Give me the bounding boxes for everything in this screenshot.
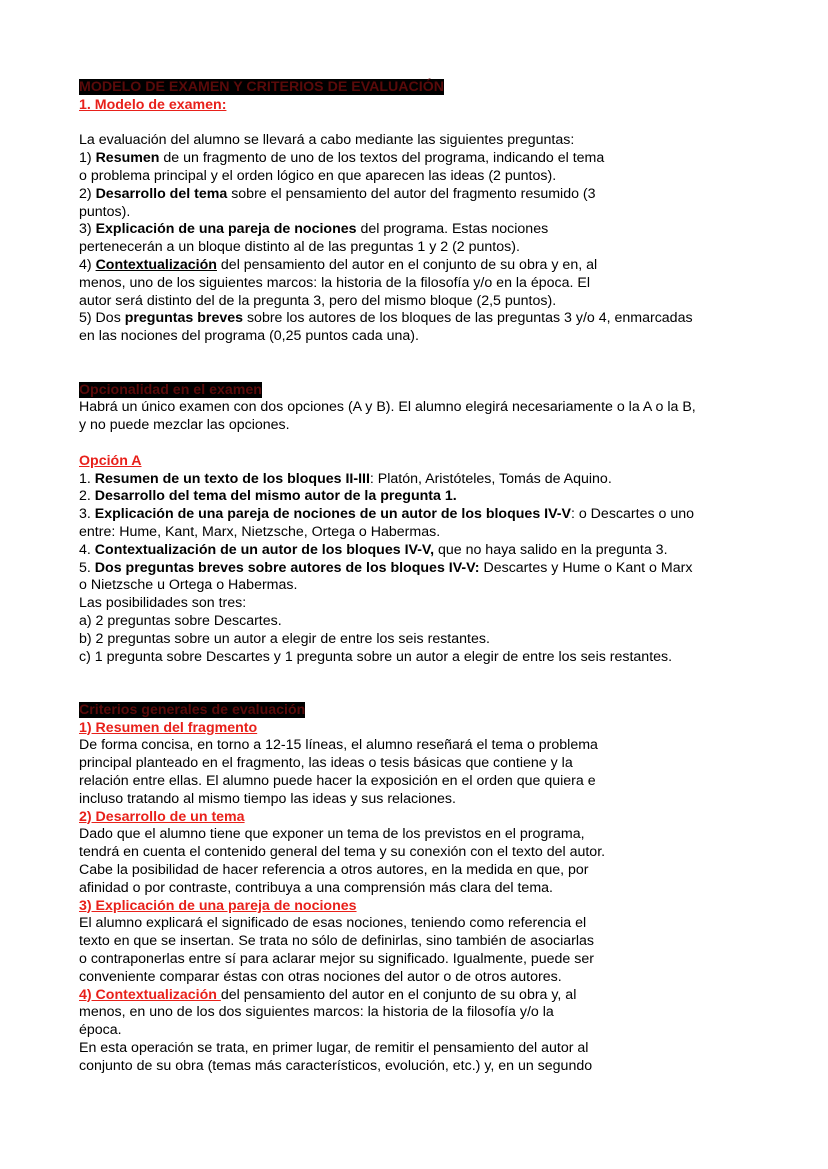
posibilidades-intro: Las posibilidades son tres:: [79, 595, 247, 612]
opcionalidad-text-2: y no puede mezclar las opciones.: [79, 417, 290, 434]
option-a-item-2: 2. Desarrollo del tema del mismo autor de la pregunta 1.: [79, 488, 457, 505]
opcionalidad-heading: Opcionalidad en el examen: [79, 381, 262, 398]
question-3: 3) Explicación de una pareja de nociones del programa. Estas nociones pertenecerán a un bloque distinto al de las preguntas 1 y 2 (2 puntos).: [79, 221, 549, 256]
criterio-2-body: Dado que el alumno tiene que exponer un tema de los previstos en el programa, tendrá en cuenta el contenido general del tema y su conexión con el texto del autor. Cabe la posibilidad de hacer referencia a otros autores, en la medida en que, por afinidad o por contraste, contribuya a una comprensión más clara del tema.: [79, 826, 606, 896]
criterio-4-title: 4) Contextualización del pensamiento del autor en el conjunto de su obra y, al: [79, 986, 577, 1003]
document-page: [79, 79, 759, 1076]
opcionalidad-text-1: Habrá un único examen con dos opciones (A y B). El alumno elegirá necesariamente o la A o la B,: [79, 399, 696, 416]
criterio-2-title: 2) Desarrollo de un tema: [79, 808, 245, 825]
criterio-1-title: 1) Resumen del fragmento: [79, 719, 258, 736]
question-4: 4) Contextualización del pensamiento del autor en el conjunto de su obra y en, al menos, uno de los siguientes marcos: la historia de la filosofía y/o en la época. El autor será distinto del de la pregunta 3, pero del mismo bloque (2,5 puntos).: [79, 256, 598, 309]
posibilidad-b: b) 2 preguntas sobre un autor a elegir de entre los seis restantes.: [79, 630, 490, 647]
criterio-3-body: El alumno explicará el significado de esas nociones, teniendo como referencia el texto en que se insertan. Se trata no sólo de definirlas, sino también de asociarlas o contraponerlas entre sí para aclarar mejor su significado. Igualmente, puede ser conveniente comparar éstas con otras nociones del autor o de otros autores.: [79, 915, 594, 985]
posibilidad-a: a) 2 preguntas sobre Descartes.: [79, 612, 282, 629]
posibilidad-c: c) 1 pregunta sobre Descartes y 1 pregunta sobre un autor a elegir de entre los seis restantes.: [79, 648, 673, 665]
option-a-title: Opción A: [79, 452, 142, 469]
question-1: 1) Resumen de un fragmento de uno de los textos del programa, indicando el tema o problema principal y el orden lógico en que aparecen las ideas (2 puntos).: [79, 150, 605, 184]
criterios-heading: Criterios generales de evaluación: [79, 701, 306, 718]
question-5: 5) Dos preguntas breves sobre los autores de los bloques de las preguntas 3 y/o 4, enmarcadas en las nociones del programa (0,25 puntos cada una).: [79, 310, 693, 345]
option-a-item-4: 4. Contextualización de un autor de los bloques IV-V, que no haya salido en la pregunta 3.: [79, 541, 668, 558]
question-2: 2) Desarrollo del tema sobre el pensamiento del autor del fragmento resumido (3 puntos).: [79, 185, 596, 220]
criterio-3-title: 3) Explicación de una pareja de nociones: [79, 897, 357, 914]
main-heading: MODELO DE EXAMEN Y CRITERIOS DE EVALUACIÓN: [79, 79, 444, 95]
section-intro: La evaluación del alumno se llevará a cabo mediante las siguientes preguntas:: [79, 132, 575, 149]
criterio-4-body: menos, en uno de los dos siguientes marcos: la historia de la filosofía y/o la época. En esta operación se trata, en primer lugar, de remitir el pensamiento del autor al conjunto de su obra (temas más característicos, evolución, etc.) y, en un segundo: [79, 1004, 593, 1074]
option-a-item-3: 3. Explicación de una pareja de nociones de un autor de los bloques IV-V: o Descartes o uno entre: Hume, Kant, Marx, Nietzsche, Ortega o Habermas.: [79, 506, 694, 540]
option-a-item-5: 5. Dos preguntas breves sobre autores de los bloques IV-V: Descartes y Hume o Kant o Marx o Nietzsche u Ortega o Habermas.: [79, 559, 693, 594]
option-a-item-1: 1. Resumen de un texto de los bloques II-III: Platón, Aristóteles, Tomás de Aquino.: [79, 470, 612, 487]
criterio-1-body: De forma concisa, en torno a 12-15 líneas, el alumno reseñará el tema o problema principal planteado en el fragmento, las ideas o tesis básicas que contiene y la relación entre ellas. El alumno puede hacer la exposición en el orden que quiera e incluso tratando al mismo tiempo las ideas y sus relaciones.: [79, 737, 598, 807]
section-title-modelo: 1. Modelo de examen:: [79, 96, 227, 113]
